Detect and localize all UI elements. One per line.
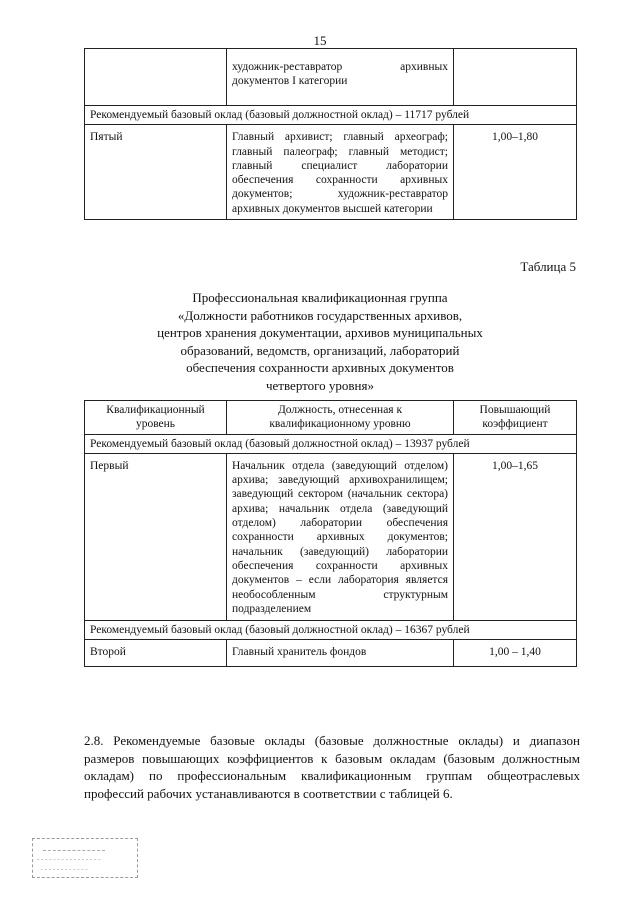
table-label: Таблица 5 xyxy=(520,259,576,274)
level-cell: Пятый xyxy=(85,125,227,220)
section-heading xyxy=(100,289,540,394)
position-cell: Начальник отдела (заведующий отделом) архива; заведующий архивохранилищем; заведующий сектором (начальник сектора) архива; начальник отдела (заведующий отделом) лаборатории обеспечения сохранности архивных документов; начальник (заведующий) лаборатории обеспечения сохранности архивных документов – если лаборатория является необособленным структурным подразделением xyxy=(227,453,454,620)
heading-line: центров хранения документации, архивов муниципальных xyxy=(157,325,483,340)
position-cell: Главный хранитель фондов xyxy=(227,640,454,666)
salary-row: Рекомендуемый базовый оклад (базовый должностной оклад) – 11717 рублей xyxy=(85,106,577,125)
heading-line: Профессиональная квалификационная группа xyxy=(192,290,448,305)
level-cell: Первый xyxy=(85,453,227,620)
coef-cell xyxy=(454,49,577,106)
level-cell: Второй xyxy=(85,640,227,666)
table-row xyxy=(85,621,577,640)
position-cell: художник-реставратор архивных документов I категории xyxy=(227,49,454,106)
table-continued xyxy=(84,48,577,220)
header-level: Квалификационный уровень xyxy=(85,401,227,435)
heading-line: образований, ведомств, организаций, лабораторий xyxy=(180,342,460,358)
table-header-row xyxy=(85,401,577,435)
heading-line: «Должности работников государственных архивов, xyxy=(177,307,463,323)
table-5 xyxy=(84,400,577,667)
salary-row: Рекомендуемый базовый оклад (базовый должностной оклад) – 13937 рублей xyxy=(85,434,577,453)
table-row xyxy=(85,106,577,125)
position-cell: Главный архивист; главный археограф; главный палеограф; главный методист; главный специалист лаборатории обеспечения сохранности архивных документов; художник-реставратор архивных документов высшей категории xyxy=(227,125,454,220)
table-row xyxy=(85,640,577,666)
salary-row: Рекомендуемый базовый оклад (базовый должностной оклад) – 16367 рублей xyxy=(85,621,577,640)
heading-line: четвертого уровня» xyxy=(266,377,374,393)
table-row xyxy=(85,125,577,220)
header-coef: Повышающий коэффициент xyxy=(454,401,577,435)
paragraph-2-8: 2.8. Рекомендуемые базовые оклады (базовые должностные оклады) и диапазон размеров повышающих коэффициентов к базовым окладам (базовым должностным окладам) по профессиональным квалификационным группам общеотраслевых профессий рабочих устанавливаются в соответствии с таблицей 6. xyxy=(84,733,580,801)
heading-line: обеспечения сохранности архивных документов xyxy=(186,360,454,375)
table-row xyxy=(85,453,577,620)
faint-stamp xyxy=(32,838,138,878)
table-row xyxy=(85,49,577,106)
page-number: 15 xyxy=(313,33,327,48)
coef-cell: 1,00–1,65 xyxy=(454,453,577,620)
table-row xyxy=(85,434,577,453)
stamp-line: - - - - - - - - - - - - - - - - xyxy=(37,855,101,863)
coef-cell: 1,00–1,80 xyxy=(454,125,577,220)
level-cell xyxy=(85,49,227,106)
stamp-line xyxy=(43,844,105,851)
coef-cell: 1,00 – 1,40 xyxy=(454,640,577,666)
header-position: Должность, отнесенная к квалификационному уровню xyxy=(227,401,454,435)
stamp-line: - - - - - - - - - - - - xyxy=(37,865,88,873)
